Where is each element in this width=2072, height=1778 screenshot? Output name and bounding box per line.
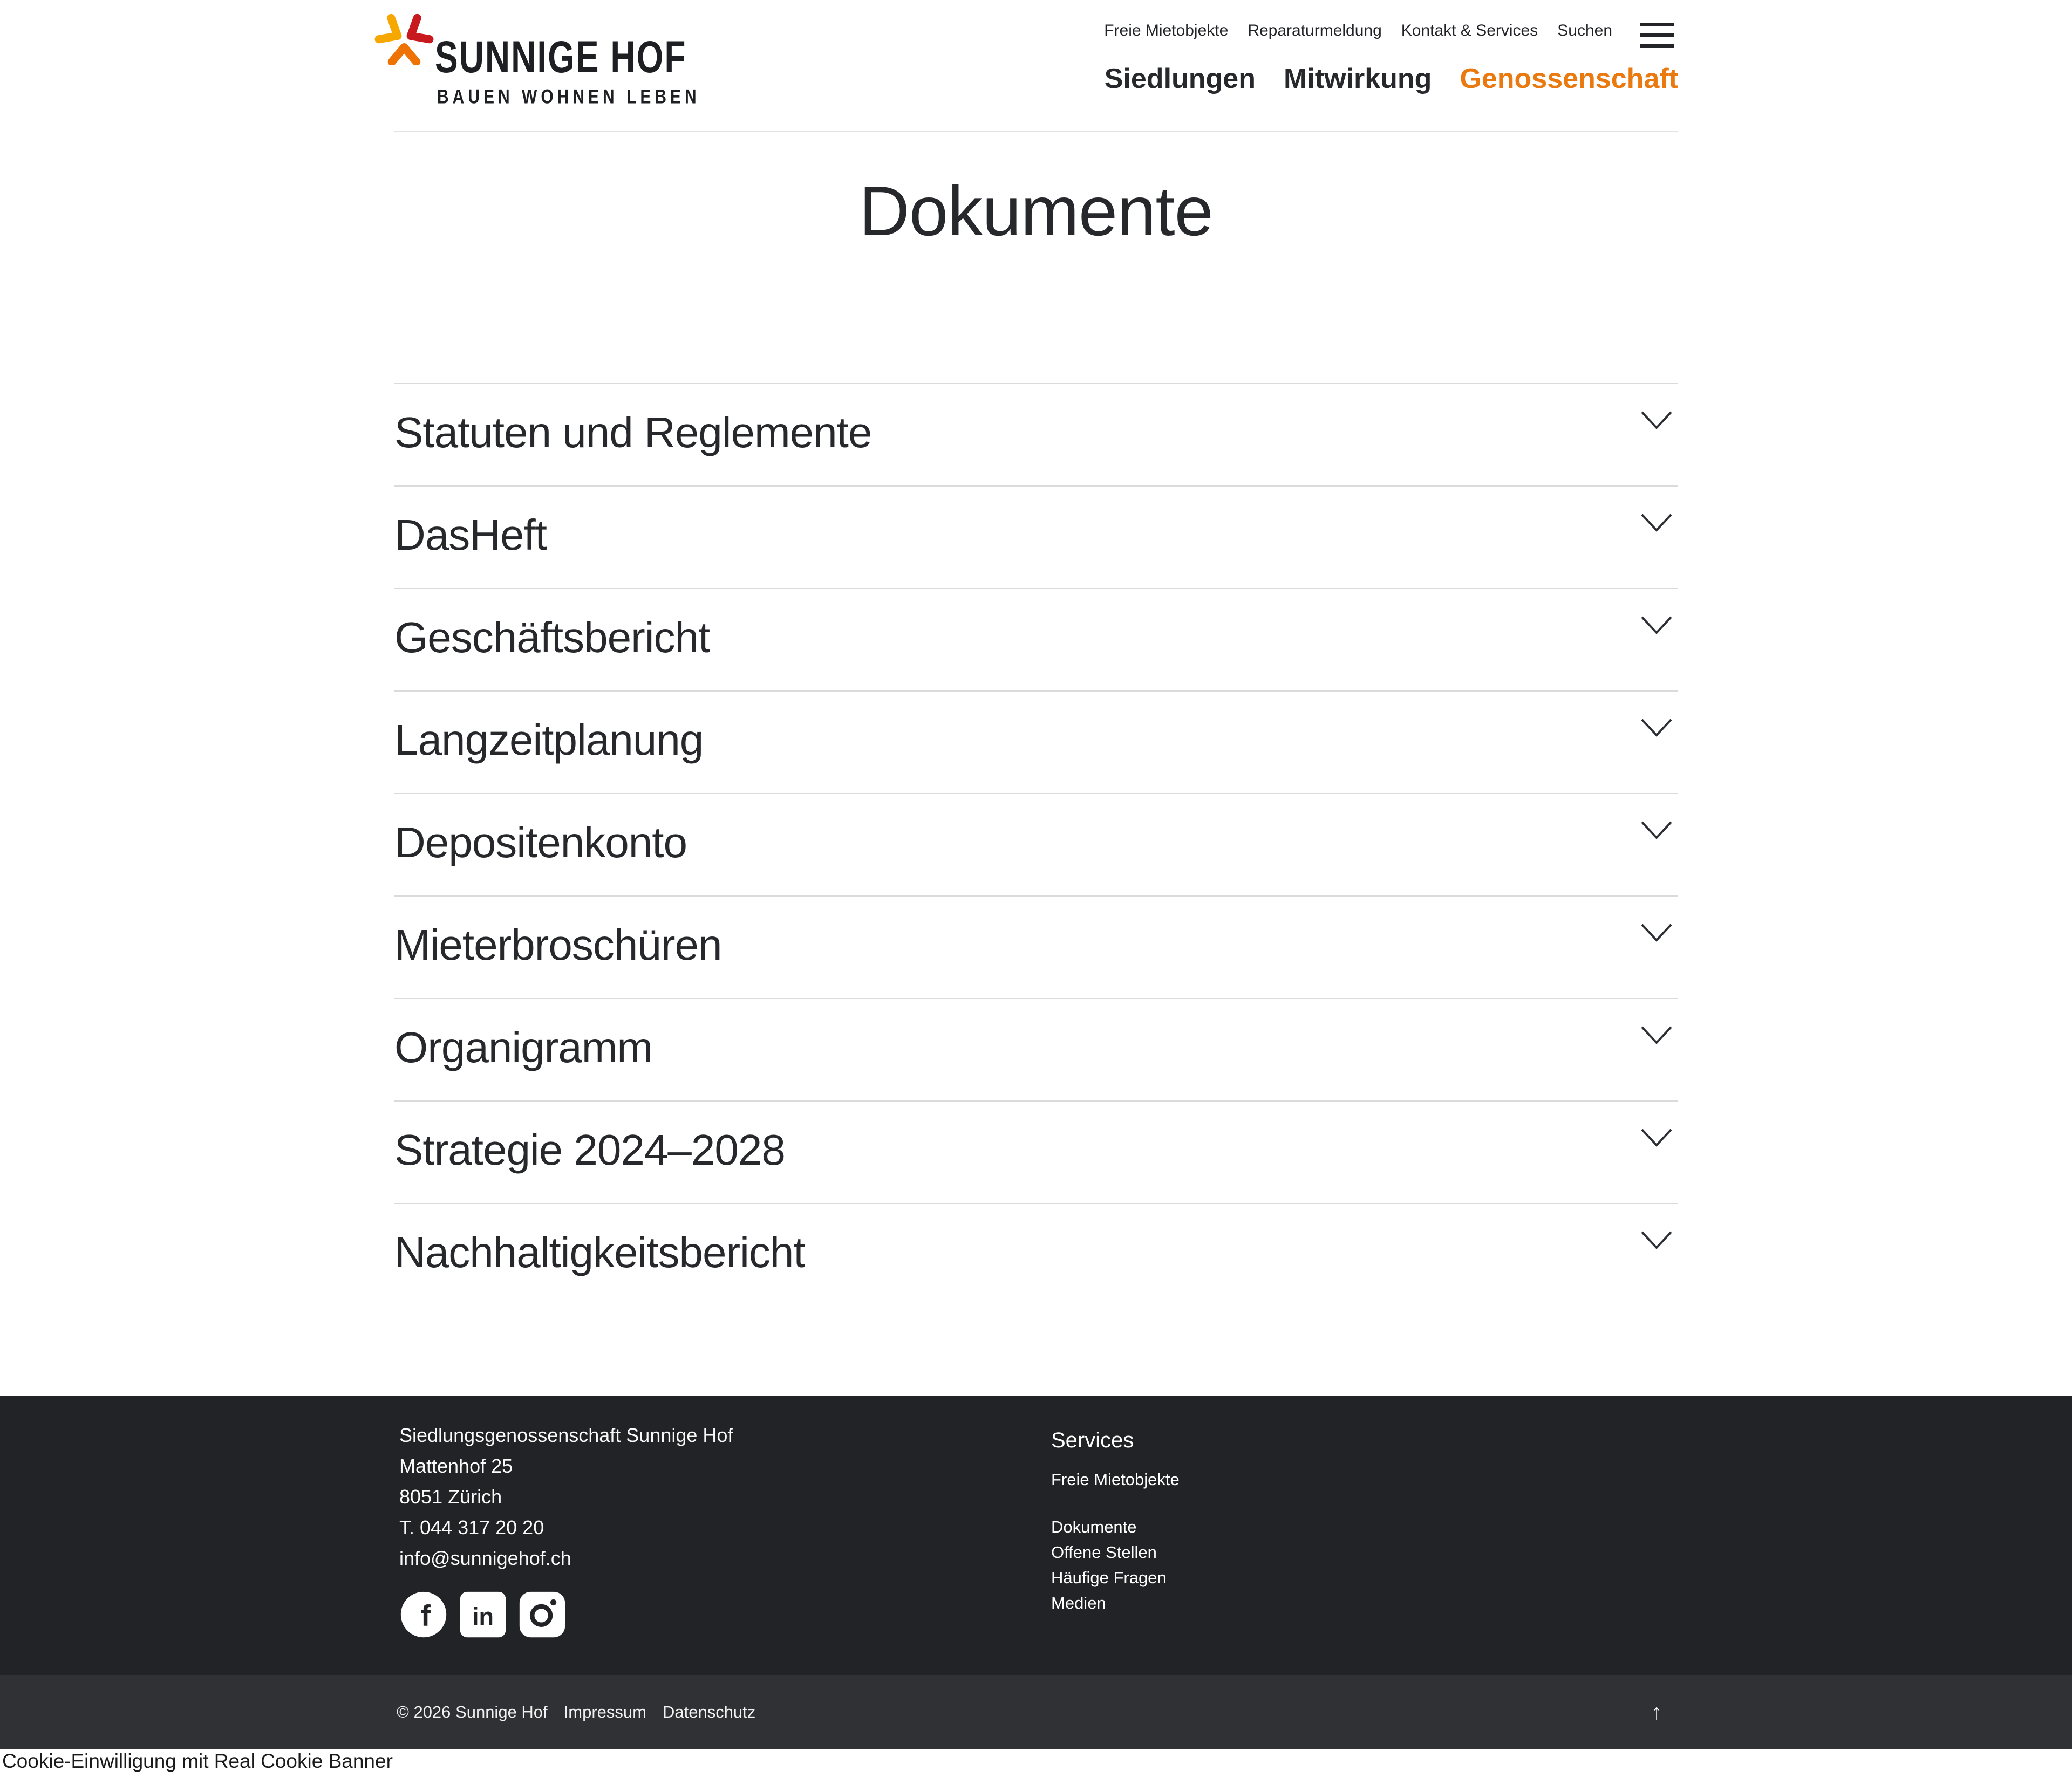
services-links [1051,1467,1180,1616]
services-link-haeufige-fragen[interactable]: Häufige Fragen [1051,1568,1167,1587]
cookie-consent-link[interactable]: Cookie-Einwilligung mit Real Cookie Banner [2,1750,393,1772]
logo-tagline: BAUEN WOHNEN LEBEN [437,86,700,108]
services-link-dokumente[interactable]: Dokumente [1051,1517,1137,1536]
utility-nav-kontakt-services[interactable]: Kontakt & Services [1401,22,1538,39]
arrow-up-icon[interactable]: ↑ [1651,1700,1662,1724]
accordion-item-depositenkonto[interactable] [394,793,1678,895]
services-heading: Services [1051,1428,1134,1452]
linkedin-icon[interactable] [459,1590,507,1639]
chevron-down-icon [1641,1129,1672,1147]
chevron-down-icon [1641,1026,1672,1044]
services-link-offene-stellen[interactable]: Offene Stellen [1051,1543,1157,1562]
hamburger-bar [1640,33,1674,37]
facebook-icon[interactable] [399,1590,448,1639]
svg-text:in: in [472,1602,494,1630]
accordion-item-dasheft[interactable] [394,485,1678,588]
footer-phone[interactable]: T. 044 317 20 20 [399,1516,544,1538]
chevron-down-icon [1641,616,1672,634]
accordion-item-nachhaltigkeitsbericht[interactable] [394,1203,1678,1305]
footer-services [1051,1428,1180,1616]
page-title: Dokumente [859,172,1213,250]
footer-bottom-content [397,1675,755,1749]
accordion-item-organigramm[interactable] [394,998,1678,1100]
accordion-item-statuten[interactable] [394,383,1678,485]
footer-bottom-bar [0,1675,2072,1749]
main-nav-mitwirkung[interactable]: Mitwirkung [1284,63,1432,94]
chevron-down-icon [1641,1231,1672,1249]
footer [0,1396,2072,1675]
accordion-item-label: Geschäftsbericht [394,613,710,661]
hamburger-bar [1640,23,1674,26]
accordion-item-label: Organigramm [394,1023,653,1071]
utility-nav [1104,22,1612,40]
footer-street: Mattenhof 25 [399,1455,513,1477]
footer-city: 8051 Zürich [399,1486,502,1508]
utility-nav-reparaturmeldung[interactable]: Reparaturmeldung [1248,22,1382,39]
footer-address [399,1420,733,1574]
chevron-down-icon [1641,924,1672,942]
logo-title[interactable]: SUNNIGE HOF [435,31,687,83]
documents-accordion [394,383,1678,1305]
hamburger-menu-icon[interactable] [1640,23,1674,48]
copyright-text: © 2026 Sunnige Hof [397,1702,548,1721]
accordion-item-strategie[interactable] [394,1100,1678,1203]
accordion-item-label: Nachhaltigkeitsbericht [394,1228,805,1276]
accordion-item-geschaeftsbericht[interactable] [394,588,1678,690]
main-nav-genossenschaft[interactable]: Genossenschaft [1460,63,1678,94]
footer-email[interactable]: info@sunnigehof.ch [399,1547,571,1569]
main-nav [1105,63,1678,95]
hamburger-bar [1640,44,1674,48]
impressum-link[interactable]: Impressum [563,1702,646,1721]
accordion-item-label: Langzeitplanung [394,716,704,764]
accordion-item-mieterbroschueren[interactable] [394,895,1678,998]
svg-text:f: f [420,1599,431,1632]
accordion-item-langzeitplanung[interactable] [394,690,1678,793]
utility-nav-freie-mietobjekte[interactable]: Freie Mietobjekte [1104,22,1229,39]
services-link-freie-mietobjekte[interactable]: Freie Mietobjekte [1051,1470,1180,1489]
logo-star-icon[interactable] [374,6,434,65]
main-nav-siedlungen[interactable]: Siedlungen [1104,63,1256,94]
chevron-down-icon [1641,821,1672,839]
accordion-item-label: DasHeft [394,511,547,559]
header-divider [394,131,1678,132]
chevron-down-icon [1641,719,1672,737]
footer-social-row [399,1590,567,1639]
accordion-item-label: Mieterbroschüren [394,921,722,969]
datenschutz-link[interactable]: Datenschutz [662,1702,756,1721]
services-link-medien[interactable]: Medien [1051,1594,1106,1612]
utility-nav-suchen[interactable]: Suchen [1557,22,1612,39]
accordion-item-label: Statuten und Reglemente [394,408,872,456]
instagram-icon[interactable] [518,1590,567,1639]
chevron-down-icon [1641,411,1672,429]
footer-org-name: Siedlungsgenossenschaft Sunnige Hof [399,1424,733,1446]
accordion-item-label: Strategie 2024–2028 [394,1126,785,1174]
accordion-item-label: Depositenkonto [394,818,687,866]
chevron-down-icon [1641,514,1672,532]
